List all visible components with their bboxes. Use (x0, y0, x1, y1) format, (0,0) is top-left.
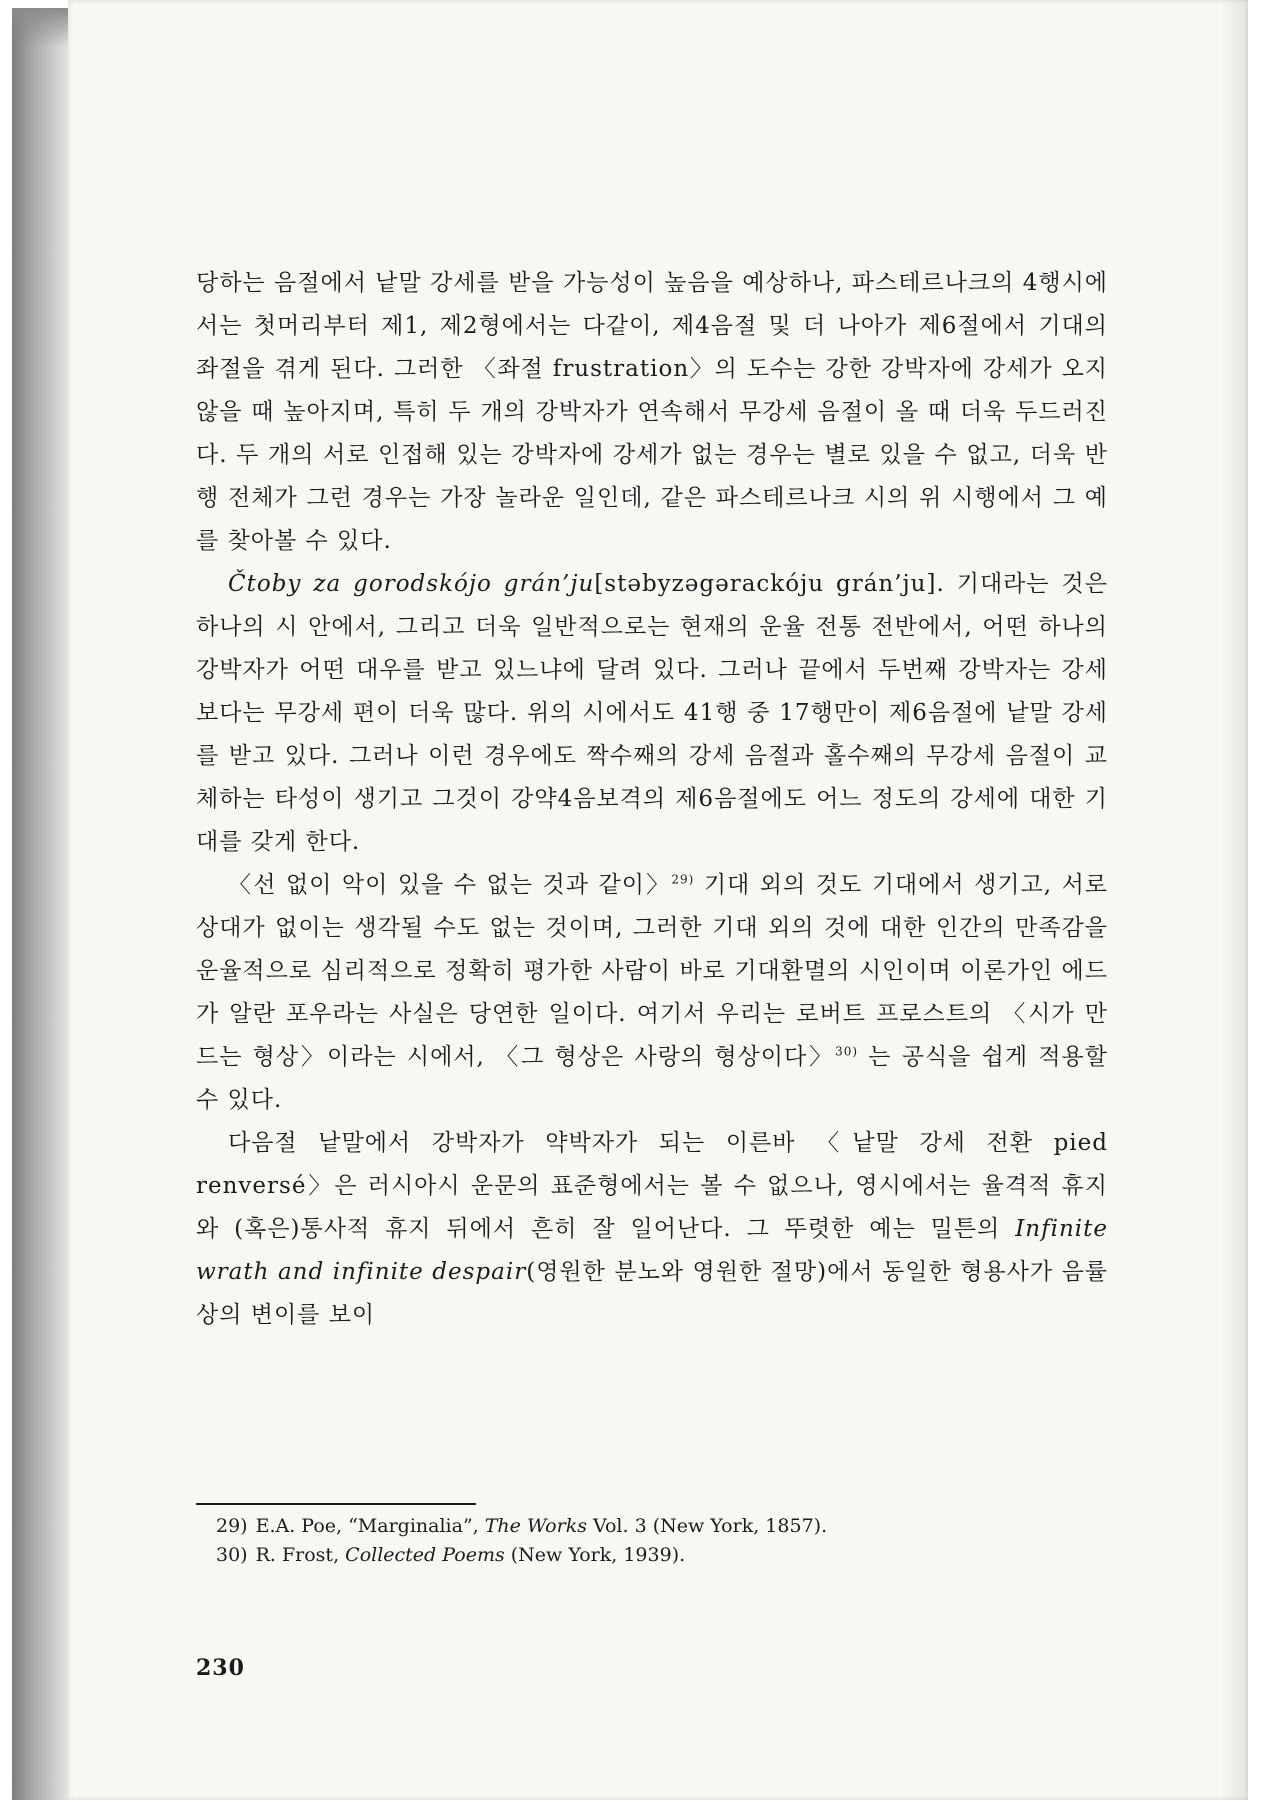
page-number: 230 (196, 1655, 245, 1681)
book-spine-shadow (12, 8, 70, 48)
russian-verse-example: Čtoby za gorodskójo grán’ju (228, 571, 595, 597)
paragraph-1-text: 당하는 음절에서 낱말 강세를 받을 가능성이 높음을 예상하나, 파스테르나크의 4행시에서는 첫머리부터 제1, 제2형에서는 다같이, 제4음절 및 더 나아가 제6절에서 기대의 좌절을 겪게 된다. 그러한 〈좌절 frustration〉의 도수는 강한 강박자에 강세가 오지 않을 때 높아지며, 특히 두 개의 강박자가 연속해서 무강세 음절이 올 때 더욱 두드러진다. 두 개의 서로 인접해 있는 강박자에 강세가 없는 경우는 별로 있을 수 없고, 더욱 반행 전체가 그런 경우는 가장 놀라운 일인데, 같은 파스테르나크 시의 위 시행에서 그 예를 찾아볼 수 있다. (196, 270, 1108, 554)
footnote-publication: Vol. 3 (New York, 1857). (586, 1515, 828, 1537)
paragraph-3-quote: 〈선 없이 악이 있을 수 없는 것과 같이〉 (228, 872, 672, 898)
footnote-title: The Works (484, 1515, 587, 1537)
page-edge-shadow (1220, 0, 1248, 1800)
footnote-publication: (New York, 1939). (504, 1544, 686, 1566)
footnote-author: R. Frost, (255, 1544, 346, 1566)
footnote-30 (216, 1541, 1096, 1570)
paragraph-2-text: [stəbyzəgərackóju grán’ju]. 기대라는 것은 하나의 시 안에서, 그리고 더욱 일반적으로는 현재의 운율 전통 전반에서, 어떤 하나의 강박자가 어떤 대우를 받고 있느냐에 달려 있다. 그러나 끝에서 두번째 강박자는 강세보다는 무강세 편이 더욱 많다. 위의 시에서도 41행 중 17행만이 제6음절에 낱말 강세를 받고 있다. 그러나 이런 경우에도 짝수째의 강세 음절과 홀수째의 무강세 음절이 교체하는 타성이 생기고 그것이 강약4음보격의 제6음절에도 어느 정도의 강세에 대한 기대를 갖게 한다. (196, 571, 1108, 855)
paragraph-4-text: 다음절 낱말에서 강박자가 약박자가 되는 이른바 〈낱말 강세 전환 pied renversé〉은 러시아시 운문의 표준형에서는 볼 수 없으나, 영시에서는 율격적 휴지와 (혹은)통사적 휴지 뒤에서 흔히 잘 일어난다. 그 뚜렷한 예는 밀튼의 (196, 1130, 1108, 1242)
body-text (196, 262, 1108, 1337)
paragraph-2 (196, 563, 1108, 864)
paragraph-4 (196, 1122, 1108, 1337)
footnote-title: Collected Poems (345, 1544, 505, 1566)
footnotes (216, 1512, 1096, 1570)
footnote-ref-29: 29) (671, 872, 695, 887)
paragraph-4-end: (영원한 분노와 영원한 절망)에서 동일한 형용사가 음률상의 변이를 보이 (196, 1259, 1109, 1328)
footnote-number: 29) (216, 1515, 248, 1537)
footnote-number: 30) (216, 1544, 248, 1566)
footnote-29 (216, 1512, 1096, 1541)
paragraph-3-text: 기대 외의 것도 기대에서 생기고, 서로 상대가 없이는 생각될 수도 없는 것이며, 그러한 기대 외의 것에 대한 인간의 만족감을 운율적으로 심리적으로 정확히 평가한 사람이 바로 기대환멸의 시인이며 이론가인 에드가 알란 포우라는 사실은 당연한 일이다. 여기서 우리는 로버트 프로스트의 〈시가 만드는 형상〉이라는 시에서, 〈그 형상은 사랑의 형상이다〉 (196, 872, 1109, 1070)
book-spine-edge (12, 8, 70, 1800)
paragraph-1 (196, 262, 1108, 563)
paragraph-3 (196, 864, 1108, 1122)
milton-quote: Infinite wrath and infinite despair (196, 1216, 1108, 1285)
footnote-ref-30: 30) (835, 1044, 859, 1059)
paragraph-3-end: 는 공식을 쉽게 적용할 수 있다. (196, 1044, 1108, 1113)
footnote-divider (196, 1503, 476, 1505)
footnote-author: E.A. Poe, “Marginalia”, (255, 1515, 485, 1537)
